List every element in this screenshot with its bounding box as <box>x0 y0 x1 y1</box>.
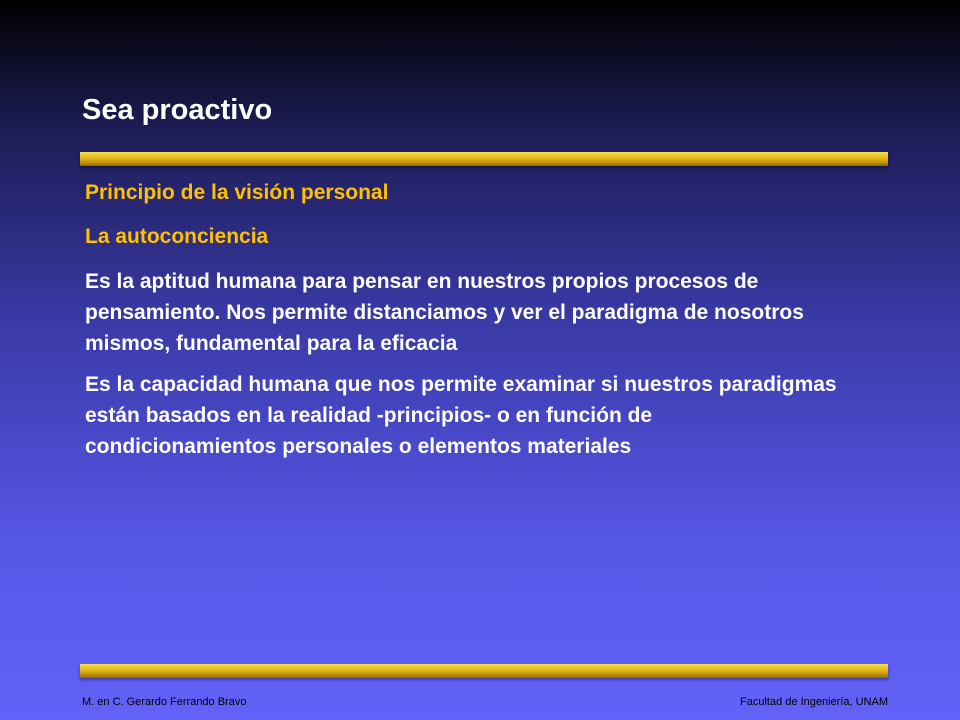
paragraph-aptitud: Es la aptitud humana para pensar en nuestros propios procesos de pensamiento. Nos permite distanciamos y ver el paradigma de nosotros mismos, fundamental para la eficacia <box>85 270 804 355</box>
bottom-divider-bar <box>80 664 888 678</box>
footer-institution: Facultad de Ingeniería, UNAM <box>740 696 888 708</box>
slide-content <box>85 178 845 472</box>
slide-title: Sea proactivo <box>82 94 273 126</box>
subheading-vision-personal: Principio de la visión personal <box>85 181 389 204</box>
top-divider-bar <box>80 152 888 166</box>
paragraph-capacidad: Es la capacidad humana que nos permite examinar si nuestros paradigmas están basados en la realidad -principios- o en función de condicionamientos personales o elementos materiales <box>85 373 837 458</box>
subheading-autoconciencia: La autoconciencia <box>85 225 269 248</box>
footer-author: M. en C. Gerardo Ferrando Bravo <box>82 696 247 708</box>
